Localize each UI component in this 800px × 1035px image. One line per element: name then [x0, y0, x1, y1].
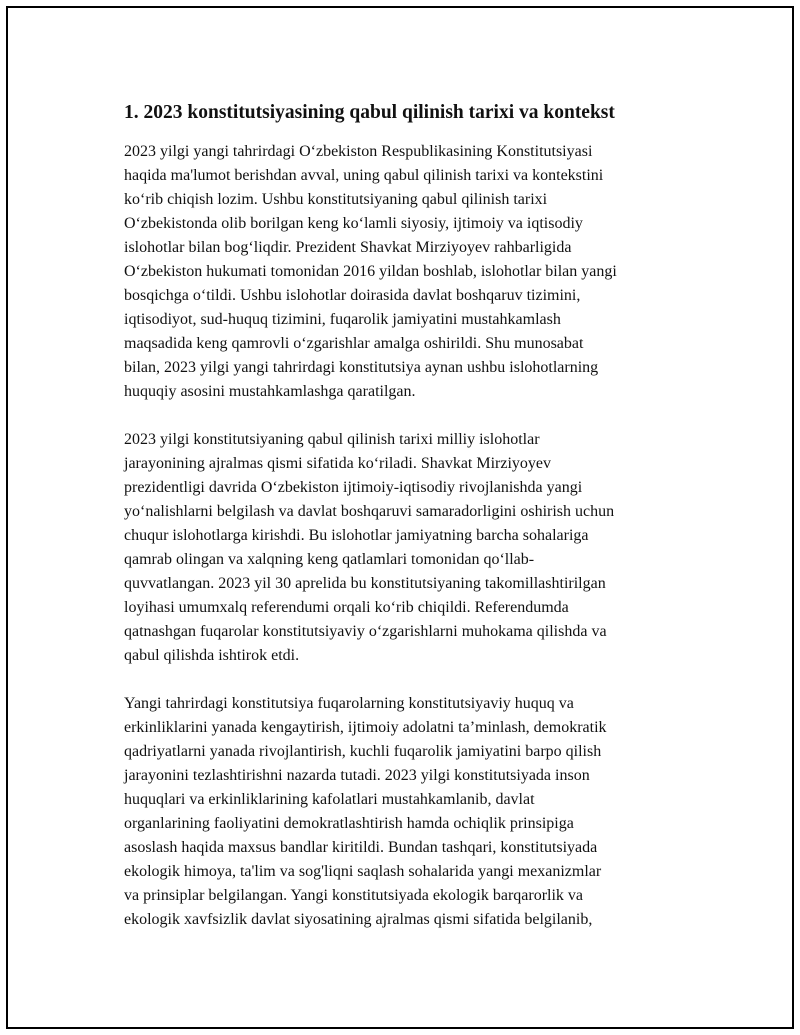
text-line: iqtisodiyot, sud-huquq tizimini, fuqarolik jamiyatini mustahkamlash [124, 311, 561, 328]
text-line: huquqlari va erkinliklarining kafolatlari mustahkamlanib, davlat [124, 791, 535, 808]
text-line: 2023 yilgi konstitutsiyaning qabul qilinish tarixi milliy islohotlar [124, 431, 540, 448]
text-line: chuqur islohotlarga kirishdi. Bu islohotlar jamiyatning barcha sohalariga [124, 527, 589, 544]
text-line: 2023 yilgi yangi tahrirdagi O‘zbekiston Respublikasining Konstitutsiyasi [124, 143, 593, 160]
text-line: loyihasi umumxalq referendumi orqali ko‘rib chiqildi. Referendumda [124, 599, 569, 616]
text-line: jarayonining ajralmas qismi sifatida ko‘riladi. Shavkat Mirziyoyev [124, 455, 552, 472]
paragraph-1 [124, 140, 678, 404]
paragraph-3 [124, 692, 678, 932]
text-line: ko‘rib chiqish lozim. Ushbu konstitutsiyaning qabul qilinish tarixi [124, 191, 548, 208]
text-line: ekologik xavfsizlik davlat siyosatining ajralmas qismi sifatida belgilanib, [124, 911, 593, 928]
text-line: ekologik himoya, ta'lim va sog'liqni saqlash sohalarida yangi mexanizmlar [124, 863, 602, 880]
section-heading: 1. 2023 konstitutsiyasining qabul qilinish tarixi va kontekst [124, 102, 615, 123]
text-line: organlarining faoliyatini demokratlashtirish hamda ochiqlik prinsipiga [124, 815, 574, 832]
text-line: islohotlar bilan bog‘liqdir. Prezident Shavkat Mirziyoyev rahbarligida [124, 239, 572, 256]
text-line: Yangi tahrirdagi konstitutsiya fuqarolarning konstitutsiyaviy huquq va [124, 695, 574, 712]
text-line: qamrab olingan va xalqning keng qatlamlari tomonidan qo‘llab- [124, 551, 535, 568]
text-line: prezidentligi davrida O‘zbekiston ijtimoiy-iqtisodiy rivojlanishda yangi [124, 479, 583, 496]
text-line: huquqiy asosini mustahkamlashga qaratilgan. [124, 383, 416, 400]
document-page [6, 6, 794, 1029]
text-line: qabul qilishda ishtirok etdi. [124, 647, 300, 664]
document-content [118, 100, 678, 956]
text-line: O‘zbekiston hukumati tomonidan 2016 yildan boshlab, islohotlar bilan yangi [124, 263, 617, 280]
text-line: haqida ma'lumot berishdan avval, uning qabul qilinish tarixi va kontekstini [124, 167, 604, 184]
text-line: qatnashgan fuqarolar konstitutsiyaviy o‘zgarishlarni muhokama qilishda va [124, 623, 607, 640]
text-line: quvvatlangan. 2023 yil 30 aprelida bu konstitutsiyaning takomillashtirilgan [124, 575, 606, 592]
text-line: bosqichga o‘tildi. Ushbu islohotlar doirasida davlat boshqaruv tizimini, [124, 287, 581, 304]
text-line: yo‘nalishlarni belgilash va davlat boshqaruvi samaradorligini oshirish uchun [124, 503, 615, 520]
text-line: qadriyatlarni yanada rivojlantirish, kuchli fuqarolik jamiyatini barpo qilish [124, 743, 602, 760]
text-line: erkinliklarini yanada kengaytirish, ijtimoiy adolatni ta’minlash, demokratik [124, 719, 607, 736]
text-line: va prinsiplar belgilangan. Yangi konstitutsiyada ekologik barqarorlik va [124, 887, 584, 904]
text-line: jarayonini tezlashtirishni nazarda tutadi. 2023 yilgi konstitutsiyada inson [124, 767, 590, 784]
text-line: asoslash haqida maxsus bandlar kiritildi. Bundan tashqari, konstitutsiyada [124, 839, 598, 856]
paragraph-2 [124, 428, 678, 668]
text-line: maqsadida keng qamrovli o‘zgarishlar amalga oshirildi. Shu munosabat [124, 335, 584, 352]
text-line: O‘zbekistonda olib borilgan keng ko‘lamli siyosiy, ijtimoiy va iqtisodiy [124, 215, 583, 232]
text-line: bilan, 2023 yilgi yangi tahrirdagi konstitutsiya aynan ushbu islohotlarning [124, 359, 599, 376]
